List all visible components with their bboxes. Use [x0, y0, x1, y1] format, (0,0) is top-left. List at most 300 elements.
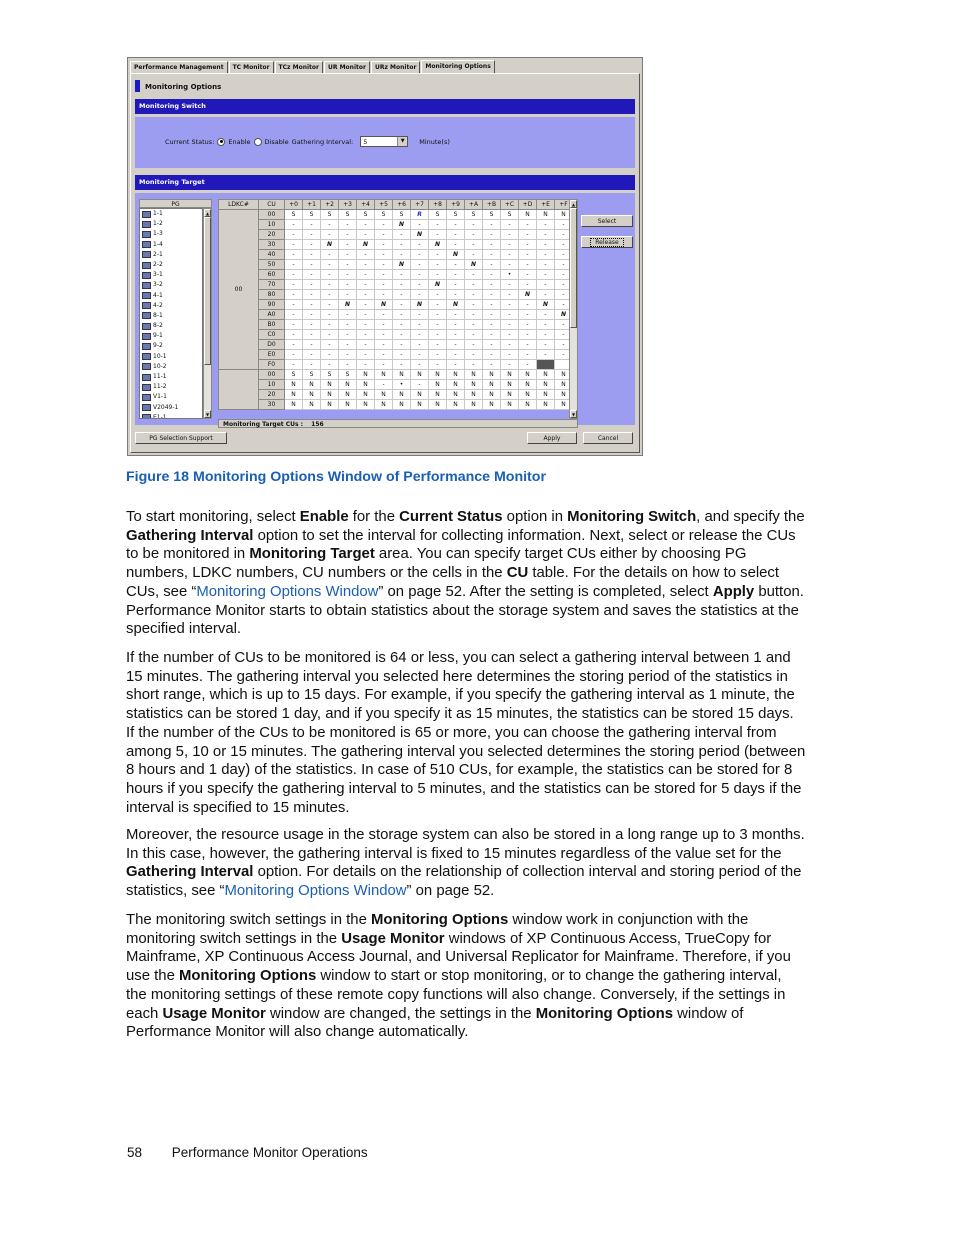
scroll-down-icon[interactable]: ▼: [571, 412, 576, 417]
cu-cell[interactable]: -: [303, 260, 321, 270]
cu-cell[interactable]: -: [447, 280, 465, 290]
cu-cell[interactable]: -: [339, 220, 357, 230]
cu-cell[interactable]: N: [411, 370, 429, 380]
cu-cell[interactable]: -: [537, 290, 555, 300]
cancel-button[interactable]: Cancel: [583, 432, 633, 444]
cu-cell[interactable]: -: [393, 340, 411, 350]
cu-cell[interactable]: -: [357, 270, 375, 280]
cu-cell[interactable]: -: [375, 270, 393, 280]
cu-cell[interactable]: -: [465, 220, 483, 230]
cu-cell[interactable]: -: [303, 290, 321, 300]
cu-cell[interactable]: -: [321, 300, 339, 310]
cu-row-header[interactable]: 20: [259, 230, 285, 240]
list-item[interactable]: [140, 392, 202, 402]
cu-cell[interactable]: -: [519, 270, 537, 280]
cu-cell[interactable]: -: [465, 280, 483, 290]
cu-row-header[interactable]: 20: [259, 390, 285, 400]
cu-cell[interactable]: -: [519, 350, 537, 360]
cu-cell[interactable]: -: [411, 330, 429, 340]
cu-cell[interactable]: -: [393, 230, 411, 240]
cu-cell[interactable]: -: [447, 320, 465, 330]
ldkc-cell[interactable]: 00: [219, 210, 259, 370]
list-item[interactable]: [140, 362, 202, 372]
list-item[interactable]: [140, 413, 202, 419]
ldkc-column-header[interactable]: LDKC#: [219, 200, 259, 210]
cu-cell[interactable]: -: [357, 300, 375, 310]
cu-row-header[interactable]: D0: [259, 340, 285, 350]
cu-cell[interactable]: N: [483, 400, 501, 410]
cu-cell[interactable]: -: [321, 230, 339, 240]
cu-cell[interactable]: -: [285, 340, 303, 350]
tab-urz-monitor[interactable]: URz Monitor: [371, 61, 420, 73]
scroll-down-icon[interactable]: ▼: [205, 412, 210, 417]
cu-cell[interactable]: -: [483, 310, 501, 320]
cu-cell[interactable]: -: [429, 290, 447, 300]
cu-cell[interactable]: -: [465, 230, 483, 240]
cu-cell[interactable]: N: [447, 390, 465, 400]
cu-cell[interactable]: -: [321, 310, 339, 320]
cu-cell[interactable]: N: [393, 220, 411, 230]
cu-cell[interactable]: N: [285, 380, 303, 390]
cu-cell[interactable]: -: [375, 240, 393, 250]
cu-cell[interactable]: -: [483, 290, 501, 300]
cu-cell[interactable]: -: [537, 340, 555, 350]
cu-cell[interactable]: -: [393, 240, 411, 250]
cu-cell[interactable]: -: [465, 240, 483, 250]
cu-cell[interactable]: S: [465, 210, 483, 220]
cu-cell[interactable]: •: [501, 270, 519, 280]
cu-cell[interactable]: -: [501, 350, 519, 360]
cu-cell[interactable]: S: [321, 370, 339, 380]
list-item[interactable]: [140, 209, 202, 219]
cu-cell[interactable]: -: [465, 270, 483, 280]
cu-cell[interactable]: -: [339, 310, 357, 320]
cu-cell[interactable]: -: [321, 320, 339, 330]
cu-cell[interactable]: -: [375, 340, 393, 350]
cu-cell[interactable]: -: [429, 310, 447, 320]
cu-cell[interactable]: -: [411, 290, 429, 300]
cu-row-header[interactable]: 60: [259, 270, 285, 280]
cu-cell[interactable]: N: [411, 400, 429, 410]
cu-cell[interactable]: -: [483, 240, 501, 250]
list-item[interactable]: [140, 352, 202, 362]
cu-cell[interactable]: -: [465, 250, 483, 260]
list-item[interactable]: [140, 260, 202, 270]
cu-cell[interactable]: -: [285, 270, 303, 280]
pg-scrollbar[interactable]: [203, 208, 212, 419]
tab-ur-monitor[interactable]: UR Monitor: [324, 61, 370, 73]
cu-cell[interactable]: -: [519, 280, 537, 290]
cu-cell[interactable]: -: [411, 280, 429, 290]
cu-cell[interactable]: -: [555, 280, 573, 290]
cu-cell[interactable]: N: [393, 370, 411, 380]
cu-cell[interactable]: -: [429, 220, 447, 230]
cu-cell[interactable]: -: [555, 250, 573, 260]
cu-cell[interactable]: -: [501, 320, 519, 330]
cu-cell[interactable]: -: [411, 310, 429, 320]
cu-cell[interactable]: -: [357, 350, 375, 360]
cu-cell[interactable]: -: [339, 240, 357, 250]
cu-cell[interactable]: -: [357, 310, 375, 320]
cu-cell[interactable]: N: [555, 390, 573, 400]
cu-cell[interactable]: -: [483, 250, 501, 260]
cu-cell[interactable]: -: [555, 330, 573, 340]
cu-cell[interactable]: N: [339, 400, 357, 410]
cu-cell[interactable]: N: [555, 370, 573, 380]
cu-cell[interactable]: -: [465, 330, 483, 340]
cu-cell[interactable]: -: [339, 280, 357, 290]
cu-cell[interactable]: N: [393, 390, 411, 400]
interval-select[interactable]: [360, 136, 408, 147]
cu-cell[interactable]: N: [447, 370, 465, 380]
cu-row-header[interactable]: 50: [259, 260, 285, 270]
cu-cell[interactable]: -: [429, 230, 447, 240]
cu-row-header[interactable]: 10: [259, 380, 285, 390]
cu-cell[interactable]: -: [357, 290, 375, 300]
cu-cell[interactable]: -: [303, 340, 321, 350]
cu-cell[interactable]: N: [447, 380, 465, 390]
cu-cell[interactable]: •: [393, 380, 411, 390]
cu-cell[interactable]: -: [501, 220, 519, 230]
cu-cell[interactable]: N: [465, 370, 483, 380]
cu-cell[interactable]: -: [519, 340, 537, 350]
cu-cell[interactable]: -: [303, 280, 321, 290]
cu-row-header[interactable]: 30: [259, 240, 285, 250]
cu-offset-header[interactable]: +4: [357, 200, 375, 210]
cu-cell[interactable]: -: [501, 340, 519, 350]
disable-radio[interactable]: [254, 138, 262, 146]
cu-cell[interactable]: -: [483, 360, 501, 370]
cu-cell[interactable]: -: [303, 250, 321, 260]
release-button[interactable]: [581, 236, 633, 248]
cu-cell[interactable]: -: [303, 270, 321, 280]
cu-cell[interactable]: -: [339, 230, 357, 240]
cu-cell[interactable]: -: [501, 260, 519, 270]
cu-cell[interactable]: -: [429, 340, 447, 350]
cu-row-header[interactable]: 40: [259, 250, 285, 260]
cu-cell[interactable]: -: [393, 310, 411, 320]
cu-cell[interactable]: -: [411, 220, 429, 230]
cu-cell[interactable]: N: [429, 380, 447, 390]
cu-cell[interactable]: -: [375, 310, 393, 320]
cu-cell[interactable]: N: [375, 370, 393, 380]
cu-cell[interactable]: -: [555, 340, 573, 350]
cu-cell[interactable]: -: [465, 300, 483, 310]
cu-cell[interactable]: N: [303, 400, 321, 410]
cu-cell[interactable]: -: [537, 330, 555, 340]
cu-offset-header[interactable]: +B: [483, 200, 501, 210]
cu-cell[interactable]: -: [465, 360, 483, 370]
cu-cell[interactable]: -: [519, 260, 537, 270]
cu-cell[interactable]: -: [375, 290, 393, 300]
list-item[interactable]: [140, 382, 202, 392]
cu-cell[interactable]: N: [501, 400, 519, 410]
cu-cell[interactable]: S: [501, 210, 519, 220]
cu-cell[interactable]: -: [465, 290, 483, 300]
cu-cell[interactable]: -: [447, 330, 465, 340]
cu-cell[interactable]: N: [519, 400, 537, 410]
cu-offset-header[interactable]: +C: [501, 200, 519, 210]
cu-cell[interactable]: -: [393, 300, 411, 310]
cu-cell[interactable]: N: [483, 380, 501, 390]
cu-cell[interactable]: -: [537, 320, 555, 330]
cu-cell[interactable]: -: [285, 320, 303, 330]
tab-monitoring-options[interactable]: Monitoring Options: [421, 60, 494, 73]
scroll-thumb[interactable]: [570, 208, 577, 328]
cu-cell[interactable]: N: [519, 370, 537, 380]
tab-tcz-monitor[interactable]: TCz Monitor: [275, 61, 323, 73]
cu-cell[interactable]: -: [339, 360, 357, 370]
cu-cell[interactable]: -: [519, 220, 537, 230]
cu-cell[interactable]: -: [357, 220, 375, 230]
cu-cell[interactable]: -: [447, 360, 465, 370]
cu-cell[interactable]: -: [303, 330, 321, 340]
scroll-up-icon[interactable]: ▲: [571, 202, 576, 207]
cu-cell[interactable]: -: [321, 280, 339, 290]
cu-cell[interactable]: -: [357, 260, 375, 270]
cu-cell[interactable]: N: [555, 400, 573, 410]
cu-cell[interactable]: N: [537, 370, 555, 380]
cu-cell[interactable]: -: [501, 280, 519, 290]
cu-cell[interactable]: -: [483, 300, 501, 310]
cu-cell[interactable]: N: [537, 390, 555, 400]
cu-cell[interactable]: -: [447, 270, 465, 280]
list-item[interactable]: [140, 229, 202, 239]
cu-cell[interactable]: N: [447, 400, 465, 410]
cu-cell[interactable]: -: [375, 280, 393, 290]
cu-row-header[interactable]: A0: [259, 310, 285, 320]
cu-offset-header[interactable]: +8: [429, 200, 447, 210]
cu-cell[interactable]: -: [537, 260, 555, 270]
cu-cell[interactable]: -: [303, 220, 321, 230]
cu-cell[interactable]: -: [321, 260, 339, 270]
tab-tc-monitor[interactable]: TC Monitor: [229, 61, 274, 73]
cu-cell[interactable]: N: [285, 390, 303, 400]
cu-cell[interactable]: -: [483, 320, 501, 330]
cu-cell[interactable]: N: [555, 380, 573, 390]
cu-cell[interactable]: N: [501, 390, 519, 400]
scroll-thumb[interactable]: [204, 217, 211, 365]
cu-cell[interactable]: -: [447, 260, 465, 270]
cu-cell[interactable]: -: [519, 310, 537, 320]
cu-cell[interactable]: -: [537, 310, 555, 320]
cu-cell[interactable]: -: [411, 270, 429, 280]
list-item[interactable]: [140, 280, 202, 290]
cu-cell[interactable]: N: [447, 300, 465, 310]
list-item[interactable]: [140, 321, 202, 331]
cu-cell[interactable]: -: [465, 320, 483, 330]
cu-offset-header[interactable]: +7: [411, 200, 429, 210]
cu-cell[interactable]: N: [411, 300, 429, 310]
cu-cell[interactable]: S: [303, 210, 321, 220]
cu-cell[interactable]: -: [393, 330, 411, 340]
cu-cell[interactable]: N: [519, 210, 537, 220]
list-item[interactable]: [140, 219, 202, 229]
cu-cell[interactable]: -: [303, 310, 321, 320]
cu-cell[interactable]: -: [483, 220, 501, 230]
cu-cell[interactable]: N: [483, 370, 501, 380]
cu-cell[interactable]: -: [339, 260, 357, 270]
cu-cell[interactable]: -: [501, 240, 519, 250]
cu-cell[interactable]: -: [465, 340, 483, 350]
cu-cell[interactable]: N: [429, 400, 447, 410]
cu-cell[interactable]: N: [375, 300, 393, 310]
scroll-up-icon[interactable]: ▲: [205, 211, 210, 216]
cu-cell[interactable]: N: [321, 390, 339, 400]
cu-cell[interactable]: N: [357, 380, 375, 390]
list-item[interactable]: [140, 403, 202, 413]
cu-cell[interactable]: -: [285, 330, 303, 340]
cu-cell[interactable]: N: [357, 400, 375, 410]
cu-cell[interactable]: -: [465, 310, 483, 320]
cu-cell[interactable]: -: [501, 360, 519, 370]
cu-cell[interactable]: -: [411, 320, 429, 330]
cu-cell[interactable]: -: [393, 320, 411, 330]
cu-cell[interactable]: -: [447, 350, 465, 360]
apply-button[interactable]: Apply: [527, 432, 577, 444]
cu-cell[interactable]: S: [339, 370, 357, 380]
monitoring-options-window-link[interactable]: Monitoring Options Window: [224, 883, 407, 900]
cu-cell[interactable]: -: [375, 330, 393, 340]
cu-cell[interactable]: -: [429, 350, 447, 360]
cu-cell[interactable]: -: [303, 350, 321, 360]
monitoring-options-window-link[interactable]: Monitoring Options Window: [196, 583, 379, 600]
cu-cell[interactable]: -: [555, 230, 573, 240]
cu-cell[interactable]: -: [501, 230, 519, 240]
cu-offset-header[interactable]: +5: [375, 200, 393, 210]
cu-cell[interactable]: S: [321, 210, 339, 220]
cu-cell[interactable]: N: [537, 380, 555, 390]
cu-cell[interactable]: S: [357, 210, 375, 220]
cu-cell[interactable]: -: [411, 260, 429, 270]
cu-cell[interactable]: N: [303, 380, 321, 390]
cu-cell[interactable]: -: [357, 360, 375, 370]
cu-cell[interactable]: -: [393, 250, 411, 260]
cu-cell[interactable]: N: [375, 390, 393, 400]
cu-cell[interactable]: -: [555, 320, 573, 330]
cu-cell[interactable]: -: [375, 380, 393, 390]
cu-offset-header[interactable]: +3: [339, 200, 357, 210]
enable-radio[interactable]: [217, 138, 225, 146]
cu-table-scrollbar[interactable]: [569, 199, 578, 419]
cu-cell[interactable]: -: [357, 280, 375, 290]
cu-row-header[interactable]: 00: [259, 370, 285, 380]
cu-cell[interactable]: N: [375, 400, 393, 410]
cu-cell[interactable]: -: [555, 290, 573, 300]
cu-cell[interactable]: -: [339, 250, 357, 260]
cu-cell[interactable]: -: [285, 230, 303, 240]
cu-cell[interactable]: -: [447, 340, 465, 350]
list-item[interactable]: [140, 270, 202, 280]
cu-cell[interactable]: N: [339, 390, 357, 400]
cu-cell[interactable]: -: [411, 250, 429, 260]
cu-cell[interactable]: -: [483, 230, 501, 240]
cu-cell[interactable]: -: [321, 340, 339, 350]
cu-offset-header[interactable]: +6: [393, 200, 411, 210]
cu-offset-header[interactable]: +E: [537, 200, 555, 210]
cu-cell[interactable]: -: [447, 220, 465, 230]
cu-cell[interactable]: N: [429, 240, 447, 250]
cu-cell[interactable]: -: [357, 330, 375, 340]
cu-cell[interactable]: N: [465, 260, 483, 270]
cu-cell[interactable]: -: [321, 250, 339, 260]
cu-row-header[interactable]: B0: [259, 320, 285, 330]
cu-cell[interactable]: -: [375, 350, 393, 360]
cu-row-header[interactable]: 30: [259, 400, 285, 410]
cu-cell[interactable]: -: [411, 380, 429, 390]
cu-cell[interactable]: -: [519, 240, 537, 250]
cu-cell[interactable]: -: [303, 240, 321, 250]
cu-cell[interactable]: N: [411, 390, 429, 400]
cu-cell[interactable]: S: [393, 210, 411, 220]
list-item[interactable]: [140, 240, 202, 250]
cu-cell[interactable]: -: [375, 250, 393, 260]
cu-cell[interactable]: N: [411, 230, 429, 240]
cu-offset-header[interactable]: +D: [519, 200, 537, 210]
cu-cell[interactable]: -: [519, 300, 537, 310]
cu-cell[interactable]: -: [303, 360, 321, 370]
ldkc-cell[interactable]: [219, 370, 259, 410]
cu-cell[interactable]: -: [537, 240, 555, 250]
cu-offset-header[interactable]: +0: [285, 200, 303, 210]
cu-cell[interactable]: N: [537, 210, 555, 220]
cu-cell[interactable]: N: [501, 370, 519, 380]
cu-cell[interactable]: N: [537, 400, 555, 410]
cu-cell[interactable]: -: [321, 290, 339, 300]
cu-offset-header[interactable]: +9: [447, 200, 465, 210]
cu-cell[interactable]: -: [285, 290, 303, 300]
cu-cell[interactable]: -: [537, 270, 555, 280]
cu-cell[interactable]: N: [303, 390, 321, 400]
cu-cell[interactable]: -: [501, 290, 519, 300]
cu-cell[interactable]: -: [321, 270, 339, 280]
cu-cell[interactable]: -: [339, 290, 357, 300]
cu-cell[interactable]: N: [555, 310, 573, 320]
cu-cell[interactable]: S: [285, 370, 303, 380]
cu-cell[interactable]: N: [465, 390, 483, 400]
cu-cell[interactable]: -: [555, 350, 573, 360]
cu-cell[interactable]: -: [285, 280, 303, 290]
cu-cell[interactable]: -: [357, 320, 375, 330]
cu-cell[interactable]: -: [501, 300, 519, 310]
cu-row-header[interactable]: F0: [259, 360, 285, 370]
cu-cell[interactable]: N: [429, 280, 447, 290]
cu-cell[interactable]: -: [501, 330, 519, 340]
cu-cell[interactable]: N: [393, 400, 411, 410]
cu-cell[interactable]: N: [519, 290, 537, 300]
cu-cell[interactable]: S: [303, 370, 321, 380]
cu-cell[interactable]: -: [465, 350, 483, 360]
cu-row-header[interactable]: C0: [259, 330, 285, 340]
cu-cell[interactable]: -: [357, 340, 375, 350]
cu-cell[interactable]: -: [537, 280, 555, 290]
cu-row-header[interactable]: 90: [259, 300, 285, 310]
cu-cell[interactable]: -: [285, 350, 303, 360]
cu-cell[interactable]: -: [375, 260, 393, 270]
cu-cell[interactable]: -: [519, 230, 537, 240]
cu-cell[interactable]: [537, 360, 555, 370]
cu-cell[interactable]: -: [447, 310, 465, 320]
cu-cell[interactable]: -: [411, 360, 429, 370]
tab-performance-management[interactable]: Performance Management: [130, 61, 228, 73]
cu-cell[interactable]: N: [519, 390, 537, 400]
cu-cell[interactable]: -: [285, 220, 303, 230]
pg-list[interactable]: [139, 208, 203, 419]
cu-cell[interactable]: S: [429, 210, 447, 220]
cu-cell[interactable]: N: [537, 300, 555, 310]
cu-cell[interactable]: -: [483, 280, 501, 290]
cu-cell[interactable]: -: [429, 320, 447, 330]
